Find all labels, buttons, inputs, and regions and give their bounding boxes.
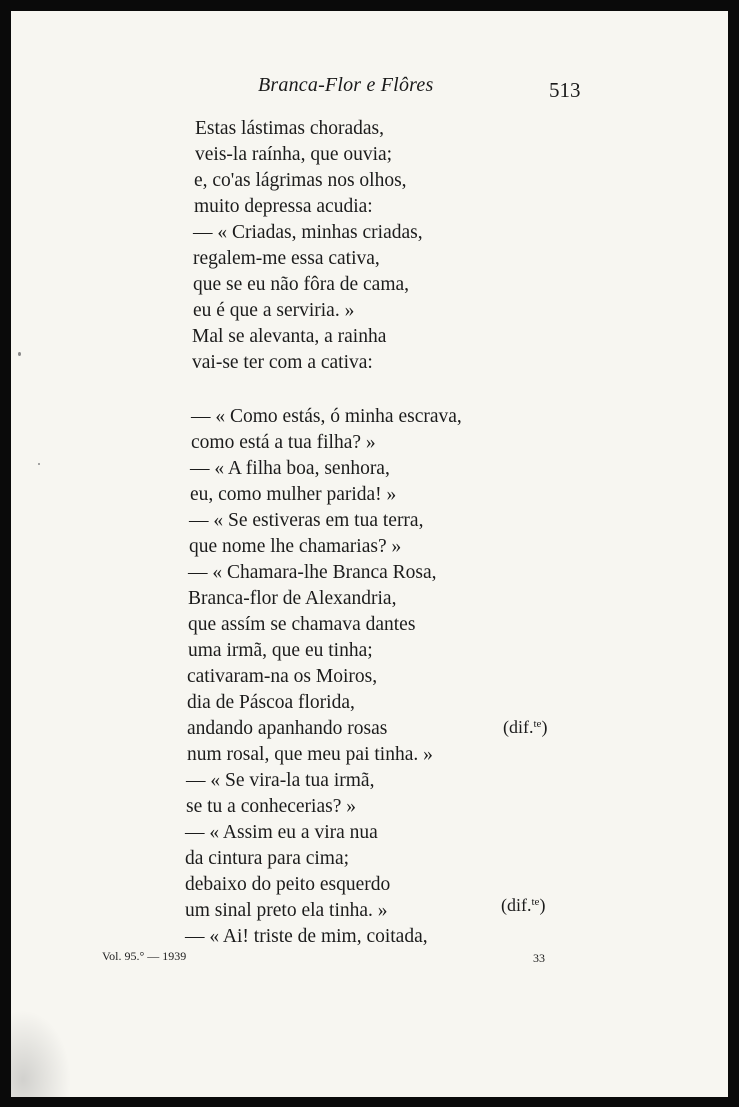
verse-line: — « Assim eu a vira nua bbox=[185, 822, 378, 843]
verse-line: debaixo do peito esquerdo bbox=[185, 874, 391, 895]
verse-line: que nome lhe chamarias? » bbox=[189, 536, 402, 557]
verse-line: — « A filha boa, senhora, bbox=[190, 458, 390, 479]
note-superscript: te bbox=[531, 896, 540, 908]
verse-line: eu é que a serviria. » bbox=[193, 300, 355, 321]
verse-line: — « Criadas, minhas criadas, bbox=[193, 222, 423, 243]
verse-line: Mal se alevanta, a rainha bbox=[192, 326, 387, 347]
verse-line: — « Ai! triste de mim, coitada, bbox=[185, 926, 428, 947]
verse-line: Branca-flor de Alexandria, bbox=[188, 588, 397, 609]
verse-line: — « Se vira-la tua irmã, bbox=[186, 770, 375, 791]
running-title: Branca-Flor e Flôres bbox=[258, 74, 434, 96]
margin-note-variant bbox=[503, 717, 547, 738]
verse-line: cativaram-na os Moiros, bbox=[187, 666, 378, 687]
verse-line: e, co'as lágrimas nos olhos, bbox=[194, 170, 407, 191]
verse-line: um sinal preto ela tinha. » bbox=[185, 900, 388, 921]
scan-speck bbox=[18, 352, 21, 356]
verse-line: uma irmã, que eu tinha; bbox=[188, 640, 373, 661]
signature-mark: 33 bbox=[533, 951, 545, 965]
verse-line: da cintura para cima; bbox=[185, 848, 350, 869]
verse-line: muito depressa acudia: bbox=[194, 196, 373, 217]
verse-line: como está a tua filha? » bbox=[191, 432, 376, 453]
verse-line: regalem-me essa cativa, bbox=[193, 248, 380, 269]
verse-line: — « Como estás, ó minha escrava, bbox=[191, 406, 462, 427]
scan-smudge bbox=[11, 1010, 71, 1097]
note-superscript: te bbox=[533, 718, 542, 730]
verse-line: — « Chamara-lhe Branca Rosa, bbox=[188, 562, 437, 583]
verse-line: dia de Páscoa florida, bbox=[187, 692, 355, 713]
verse-line: andando apanhando rosas bbox=[187, 718, 388, 739]
verse-line: — « Se estiveras em tua terra, bbox=[189, 510, 424, 531]
note-close: ) bbox=[541, 717, 548, 737]
verse-line: vai-se ter com a cativa: bbox=[192, 352, 373, 373]
verse-line: eu, como mulher parida! » bbox=[190, 484, 397, 505]
verse-line: num rosal, que meu pai tinha. » bbox=[187, 744, 433, 765]
verse-line: que se eu não fôra de cama, bbox=[193, 274, 410, 295]
verse-line: veis-la raínha, que ouvia; bbox=[195, 144, 393, 165]
note-text: (dif. bbox=[501, 895, 532, 915]
margin-note-variant bbox=[501, 895, 545, 916]
note-text: (dif. bbox=[503, 717, 534, 737]
verse-line: que assím se chamava dantes bbox=[188, 614, 416, 635]
page-number: 513 bbox=[549, 78, 581, 102]
volume-footer: Vol. 95.° — 1939 bbox=[102, 949, 187, 963]
scan-speck bbox=[38, 463, 40, 465]
verse-line: se tu a conhecerias? » bbox=[186, 796, 356, 817]
note-close: ) bbox=[539, 895, 546, 915]
verse-line: Estas lástimas choradas, bbox=[195, 118, 384, 139]
